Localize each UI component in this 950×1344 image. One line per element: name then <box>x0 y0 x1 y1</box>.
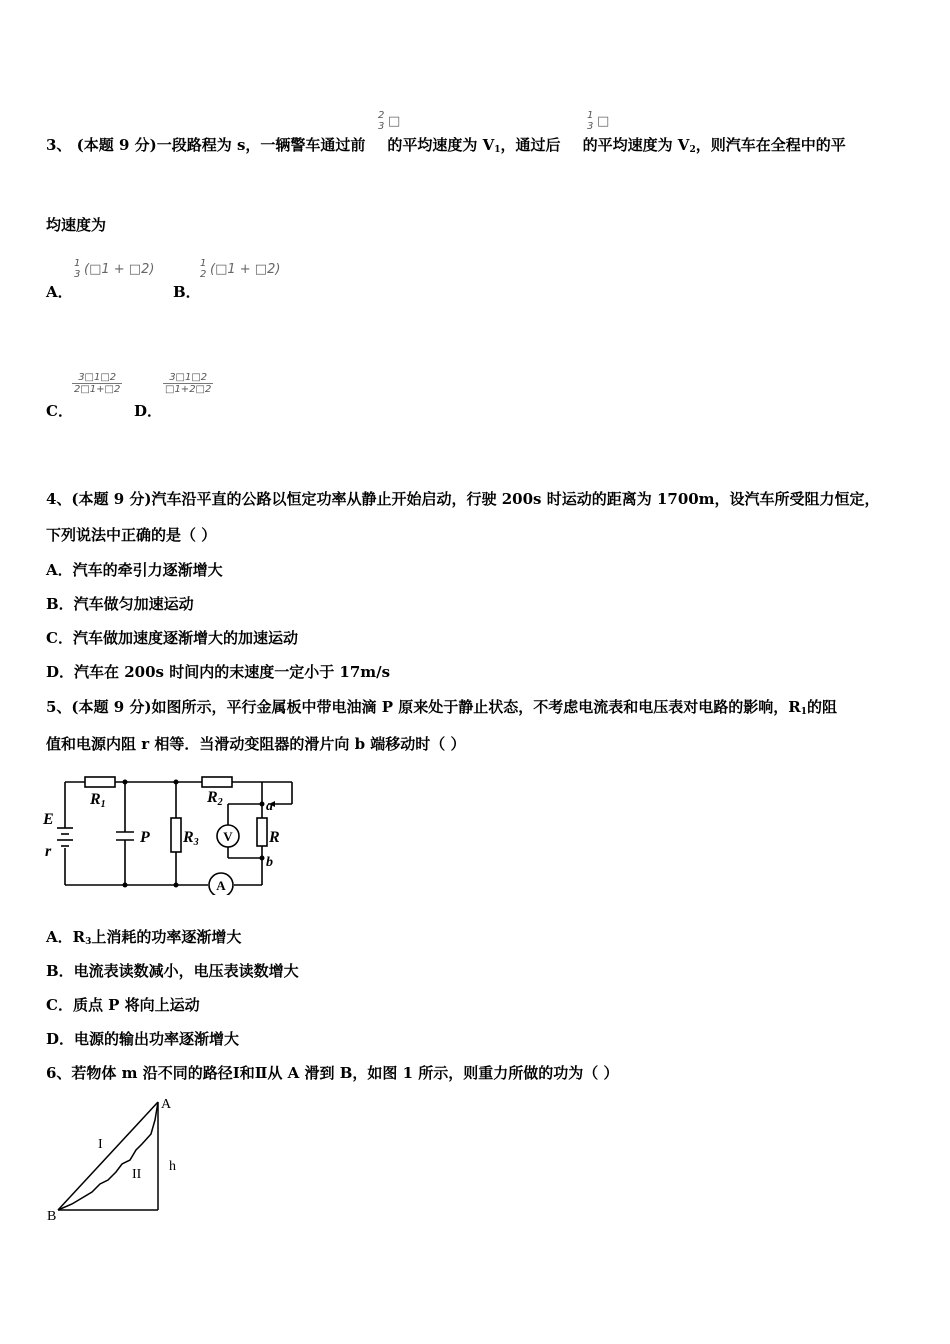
label-r1-sub: 1 <box>100 799 106 810</box>
label-r1: R <box>90 791 101 808</box>
q3-option-d-label: D． <box>134 402 163 420</box>
label-r2: R <box>207 789 218 806</box>
q6-line1: 6、若物体 m 沿不同的路径Ⅰ和Ⅱ从 A 滑到 B，如图 1 所示，则重力所做的功为（ ） <box>46 1064 619 1082</box>
label-r3-sub: 3 <box>193 837 199 848</box>
q4-option-b: B．汽车做匀加速运动 <box>46 595 194 613</box>
q3-fraction-back: 1 3 <box>587 110 594 132</box>
svg-text:R1 <box>89 791 106 810</box>
q3-option-b-expr: (□1 + □2) <box>210 262 281 277</box>
q3-option-a-coef: 1 3 <box>74 258 81 280</box>
q5-option-d: D．电源的输出功率逐渐增大 <box>46 1030 240 1048</box>
path-i-label: I <box>98 1137 103 1152</box>
q5-option-a: A．$R_3$上消耗的功率逐渐增大 <box>46 928 242 947</box>
q3-option-b-label: B． <box>173 283 201 301</box>
q3-box-back: □ <box>597 114 610 129</box>
resistor-r2 <box>202 777 232 787</box>
q6-slope-diagram <box>44 1092 189 1227</box>
q5-option-b: B．电流表读数减小，电压表读数增大 <box>46 962 299 980</box>
q4-line1: 4、(本题 9 分)汽车沿平直的公路以恒定功率从静止开始启动，行驶 200s 时运动的距离为 1700m，设汽车所受阻力恒定， <box>46 490 880 508</box>
q5-circuit-diagram <box>40 770 310 895</box>
label-r3: R <box>183 829 194 846</box>
q4-option-c: C．汽车做加速度逐渐增大的加速运动 <box>46 629 298 647</box>
ammeter-label: A <box>216 878 226 893</box>
q3-option-c-label: C． <box>46 402 73 420</box>
q3-option-a-expr: (□1 + □2) <box>84 262 155 277</box>
label-a-node: a <box>266 799 273 814</box>
q4-option-a: A．汽车的牵引力逐渐增大 <box>46 561 223 579</box>
q5-line1: 5、(本题 9 分)如图所示，平行金属板中带电油滴 P 原来处于静止状态，不考虑电流表和电压表对电路的影响，$R_1$的阻 <box>46 698 837 717</box>
q3-box-front: □ <box>388 114 401 129</box>
q3-line2: 均速度为 <box>46 216 107 234</box>
q5-option-c: C．质点 P 将向上运动 <box>46 996 200 1014</box>
label-rheostat: R <box>269 829 280 846</box>
point-a-label: A <box>161 1097 172 1112</box>
voltmeter-label: V <box>223 829 233 844</box>
q3-option-c-fraction: 3□1□2 2□1+□2 <box>74 372 121 395</box>
svg-text:R3 <box>182 829 199 848</box>
q4-line2: 下列说法中正确的是（ ） <box>46 526 217 544</box>
q4-option-d: D．汽车在 200s 时间内的末速度一定小于 17m/s <box>46 663 391 681</box>
resistor-r3 <box>171 818 181 852</box>
path-ii-label: II <box>132 1167 142 1182</box>
rheostat-r <box>257 818 267 846</box>
svg-text:R2 <box>206 789 223 808</box>
label-r-small: r <box>45 843 52 860</box>
label-e: E <box>43 811 54 828</box>
q3-line1: 3、 (本题 9 分)一段路程为 s，一辆警车通过前 的平均速度为 $V_1$，通过后 的平均速度为 $V_2$，则汽车在全程中的平 <box>46 136 846 155</box>
q3-fraction-front: 2 3 <box>378 110 385 132</box>
label-b-node: b <box>266 855 273 870</box>
label-p: P <box>140 829 150 846</box>
height-h-label: h <box>169 1159 176 1174</box>
resistor-r1 <box>85 777 115 787</box>
label-r2-sub: 2 <box>217 797 223 808</box>
q3-option-a-label: A． <box>46 283 73 301</box>
q5-line2: 值和电源内阻 r 相等．当滑动变阻器的滑片向 b 端移动时（ ） <box>46 735 466 753</box>
q3-option-b-coef: 1 2 <box>200 258 207 280</box>
q3-option-d-fraction: 3□1□2 □1+2□2 <box>165 372 212 395</box>
point-b-label: B <box>47 1209 57 1224</box>
